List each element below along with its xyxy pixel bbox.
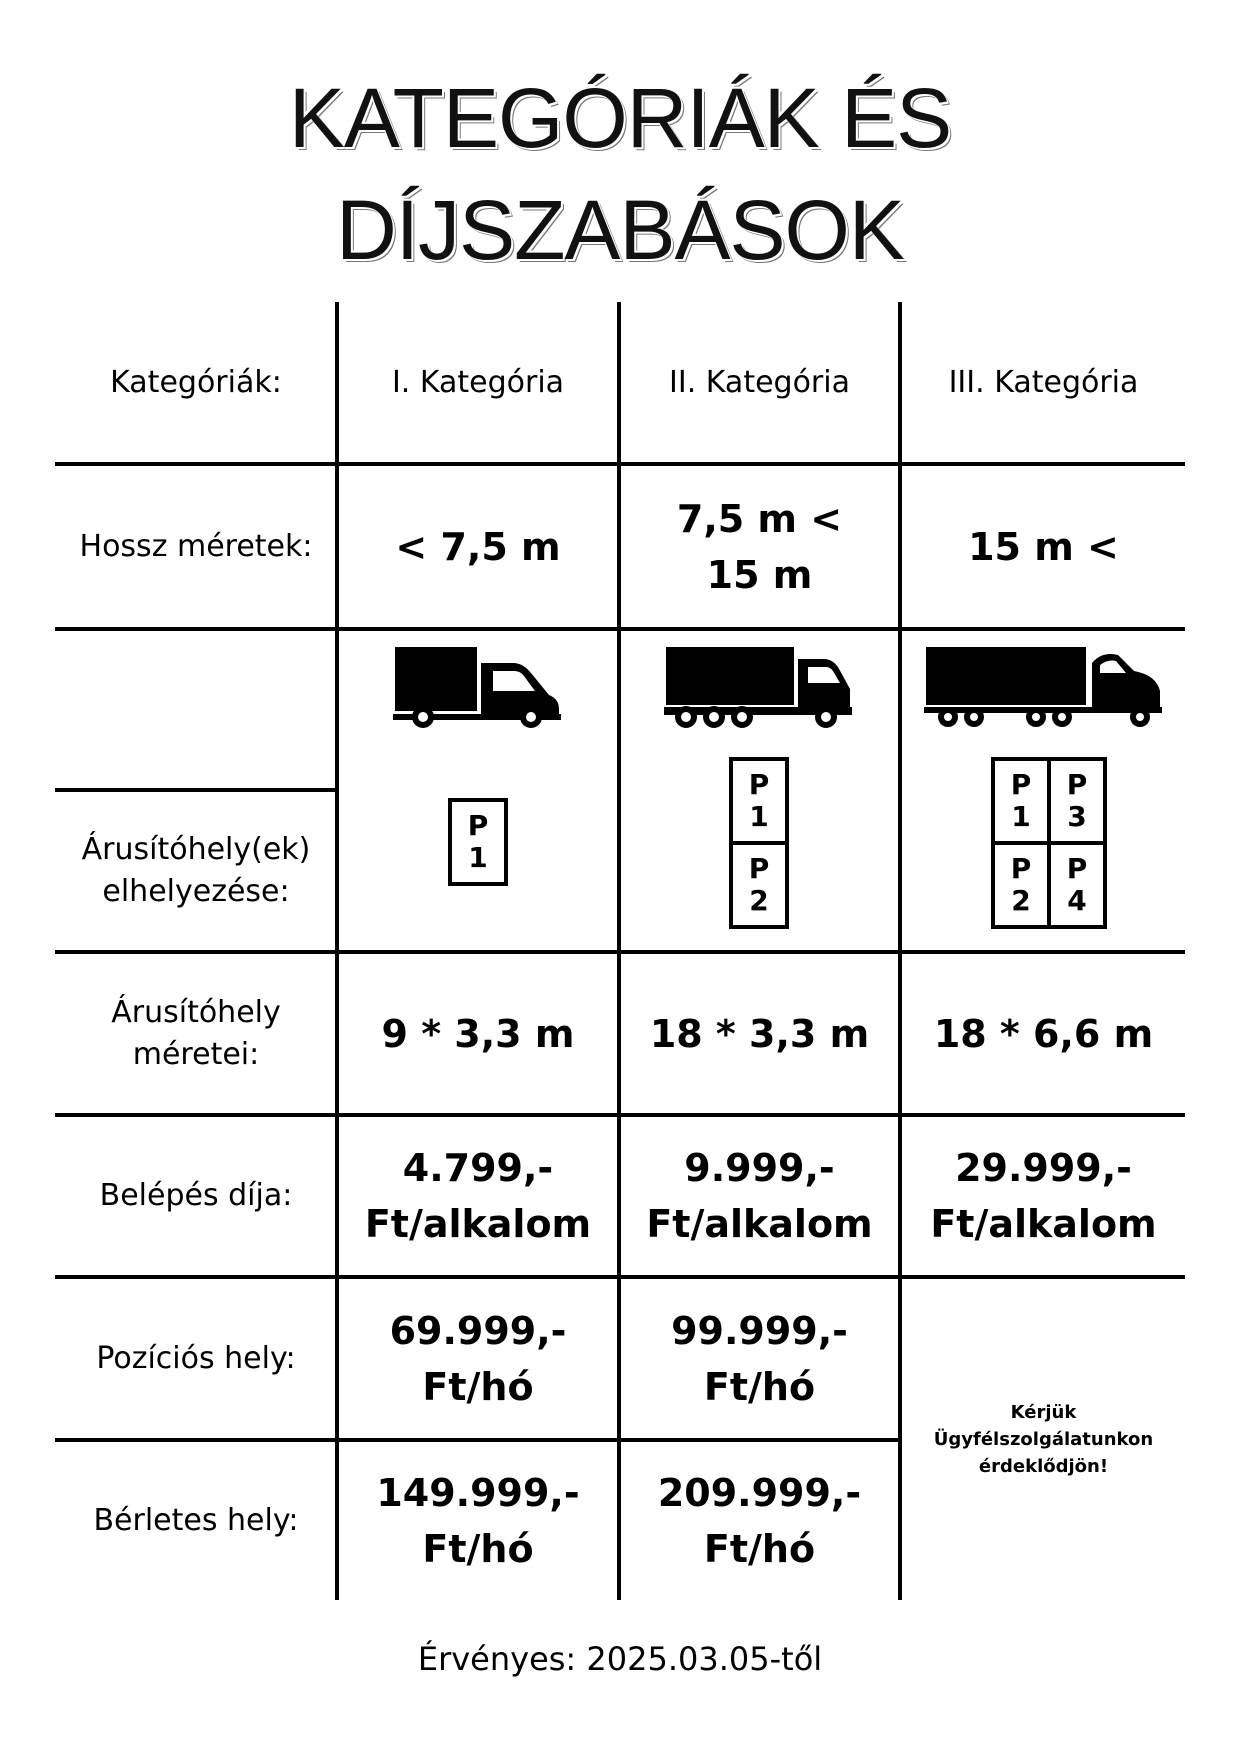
lease-amount: 209.999,- [657, 1471, 862, 1515]
spot-cat3-p3 [1047, 757, 1107, 845]
spot-letter: P [1066, 852, 1088, 885]
contact-note-line2: Ügyfélszolgálatunkon [933, 1429, 1154, 1450]
spot-cat1-p1 [448, 798, 508, 886]
size-label-line1: Árusítóhely [111, 994, 281, 1030]
spot-number: 2 [1011, 884, 1031, 917]
header-category-1: I. Kategória [391, 364, 565, 400]
spot-cat3-p2 [991, 841, 1051, 929]
header-category-2: II. Kategória [669, 364, 850, 400]
spot-letter: P [467, 809, 489, 842]
entry-fee-amount: 9.999,- [684, 1146, 835, 1190]
lease-unit: Ft/hó [703, 1527, 816, 1571]
spot-number: 2 [749, 884, 769, 917]
placement-label-line1: Árusítóhely(ek) [81, 832, 311, 867]
header-row-label: Kategóriák: [110, 364, 282, 400]
position-label: Pozíciós hely: [96, 1340, 296, 1376]
spot-letter: P [1010, 768, 1032, 801]
lease-category-1 [339, 1442, 617, 1600]
lease-label: Bérletes hely: [93, 1503, 299, 1538]
page-title-line2: DÍJSZABÁSOK [336, 183, 904, 277]
position-unit: Ft/hó [422, 1364, 534, 1409]
lease-unit: Ft/hó [422, 1527, 534, 1571]
header-category-3: III. Kategória [948, 364, 1139, 400]
size-category-2: 18 * 3,3 m [649, 1011, 870, 1056]
spot-number: 4 [1067, 884, 1087, 917]
spot-cat3-p4 [1047, 841, 1107, 929]
medium-truck-icon [664, 645, 854, 730]
entry-fee-unit: Ft/alkalom [930, 1202, 1157, 1246]
large-truck-icon [924, 645, 1164, 730]
position-category-1 [339, 1279, 617, 1438]
spot-letter: P [748, 768, 770, 801]
contact-note-line3: érdeklődjön! [978, 1456, 1109, 1477]
page-title-line1: KATEGÓRIÁK ÉS [288, 71, 952, 165]
spot-cat2-p2 [729, 841, 789, 929]
entry-fee-category-3 [902, 1117, 1185, 1275]
entry-fee-amount: 4.799,- [402, 1146, 554, 1190]
spot-number: 1 [749, 800, 769, 833]
spot-letter: P [748, 852, 770, 885]
spot-number: 3 [1067, 800, 1087, 833]
length-category-1: < 7,5 m [395, 524, 561, 569]
spot-number: 1 [1011, 800, 1031, 833]
length-label: Hossz méretek: [79, 528, 313, 564]
size-category-3: 18 * 6,6 m [933, 1011, 1154, 1056]
entry-fee-amount: 29.999,- [955, 1146, 1132, 1190]
length-category-2 [621, 466, 898, 627]
spot-number: 1 [468, 841, 488, 874]
spot-cat2-p1 [729, 757, 789, 845]
position-unit: Ft/hó [703, 1364, 816, 1409]
spot-letter: P [1010, 852, 1032, 885]
position-amount: 69.999,- [389, 1308, 567, 1353]
spot-cat3-p1 [991, 757, 1051, 845]
validity-footer: Érvényes: 2025.03.05-től [417, 1640, 823, 1678]
size-category-1: 9 * 3,3 m [381, 1011, 575, 1056]
position-amount: 99.999,- [671, 1308, 848, 1353]
lease-amount: 149.999,- [376, 1471, 580, 1515]
length-category-2-line2: 15 m [706, 552, 813, 597]
entry-fee-unit: Ft/alkalom [364, 1202, 592, 1246]
size-label-line2: méretei: [132, 1036, 260, 1072]
entry-fee-unit: Ft/alkalom [646, 1202, 873, 1246]
placement-label-line2: elhelyezése: [102, 874, 290, 909]
entry-fee-category-1 [339, 1117, 617, 1275]
position-category-2 [621, 1279, 898, 1438]
contact-note-line1: Kérjük [1010, 1402, 1077, 1423]
spot-letter: P [1066, 768, 1088, 801]
length-category-2-line1: 7,5 m < [676, 496, 843, 541]
length-category-3: 15 m < [968, 524, 1119, 569]
contact-note [902, 1279, 1185, 1600]
placement-label [55, 792, 337, 950]
entry-fee-label: Belépés díja: [99, 1178, 293, 1213]
entry-fee-category-2 [621, 1117, 898, 1275]
small-truck-icon [393, 645, 563, 730]
size-label [55, 954, 337, 1113]
lease-category-2 [621, 1442, 898, 1600]
